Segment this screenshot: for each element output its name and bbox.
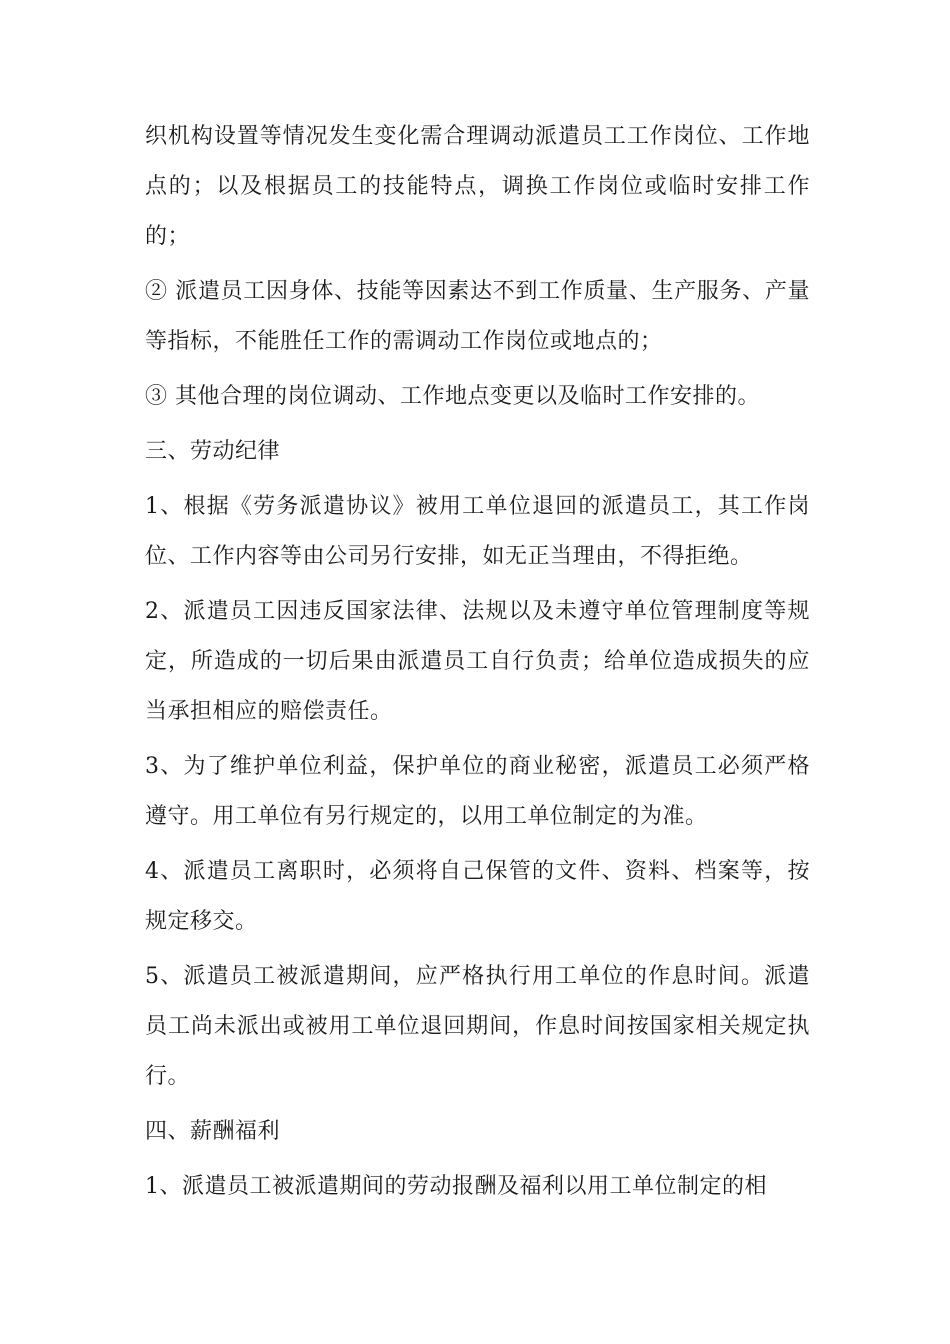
paragraph-discipline-2: 2、派遣员工因违反国家法律、法规以及未遵守单位管理制度等规定，所造成的一切后果由派遣员工自行负责；给单位造成损失的应当承担相应的赔偿责任。 xyxy=(145,599,810,724)
paragraph-item-3-other-adjustments: ③ 其他合理的岗位调动、工作地点变更以及临时工作安排的。 xyxy=(145,384,760,409)
paragraph-discipline-3: 3、为了维护单位利益，保护单位的商业秘密，派遣员工必须严格遵守。用工单位有另行规定的，以用工单位制定的为准。 xyxy=(145,754,810,829)
paragraph-position-change-reasons: 织机构设置等情况发生变化需合理调动派遣员工工作岗位、工作地点的；以及根据员工的技能特点，调换工作岗位或临时安排工作的； xyxy=(145,124,810,249)
paragraph-discipline-5: 5、派遣员工被派遣期间，应严格执行用工单位的作息时间。派遣员工尚未派出或被用工单位退回期间，作息时间按国家相关规定执行。 xyxy=(145,964,810,1089)
paragraph-item-2-incompetence: ② 派遣员工因身体、技能等因素达不到工作质量、生产服务、产量等指标，不能胜任工作的需调动工作岗位或地点的； xyxy=(145,279,810,354)
section-heading-labor-discipline: 三、劳动纪律 xyxy=(145,439,281,464)
section-heading-compensation-benefits: 四、薪酬福利 xyxy=(145,1119,281,1144)
paragraph-discipline-1: 1、根据《劳务派遣协议》被用工单位退回的派遣员工，其工作岗位、工作内容等由公司另行安排，如无正当理由，不得拒绝。 xyxy=(145,494,810,569)
paragraph-discipline-4: 4、派遣员工离职时，必须将自己保管的文件、资料、档案等，按规定移交。 xyxy=(145,859,810,934)
document-body xyxy=(145,112,810,1217)
paragraph-compensation-1: 1、派遣员工被派遣期间的劳动报酬及福利以用工单位制定的相 xyxy=(145,1174,767,1199)
